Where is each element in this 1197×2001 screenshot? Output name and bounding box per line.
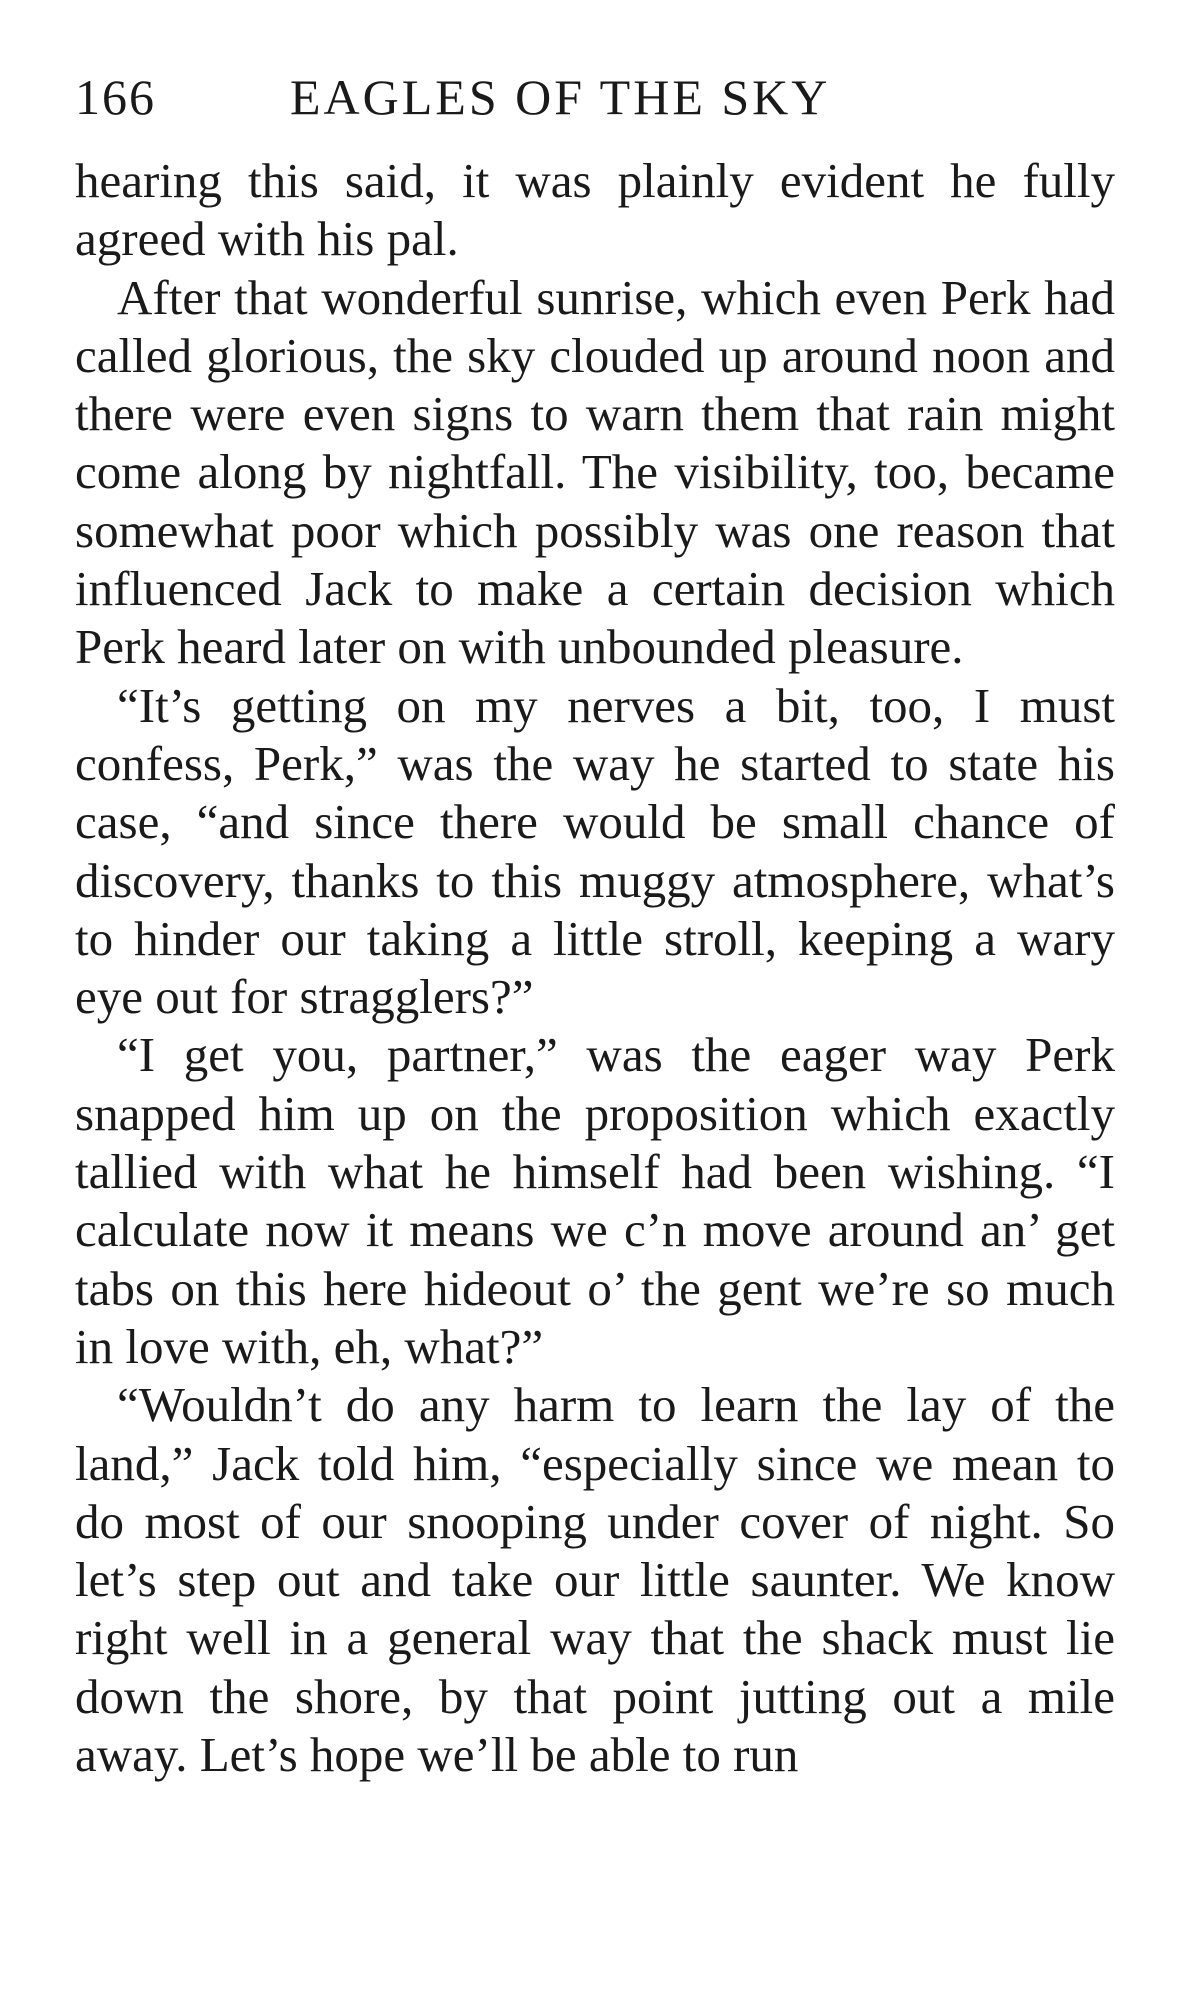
page-number: 166 [75,69,156,125]
paragraph: After that wonderful sunrise, which even Perk had called glorious, the sky clouded up around noon and there were even signs to warn them that rain might come along by nightfall. The visibility, too, became somewhat poor which possibly was one reason that influenced Jack to make a certain decision which Perk heard later on with unbounded pleasure. [75,269,1115,675]
book-title: EAGLES OF THE SKY [290,69,831,125]
body-text [75,152,1115,1784]
paragraph: “It’s getting on my nerves a bit, too, I must confess, Perk,” was the way he started to state his case, “and since there would be small chance of discovery, thanks to this muggy atmosphere, what’s to hinder our taking a little stroll, keeping a wary eye out for stragglers?” [75,677,1115,1025]
running-head [75,62,1115,132]
paragraph: “I get you, partner,” was the eager way Perk snapped him up on the proposition which exactly tallied with what he himself had been wishing. “I calculate now it means we c’n move around an’ get tabs on this here hideout o’ the gent we’re so much in love with, eh, what?” [75,1027,1115,1374]
paragraph: “Wouldn’t do any harm to learn the lay of the land,” Jack told him, “especially since we mean to do most of our snooping under cover of night. So let’s step out and take our little saunter. We know right well in a general way that the shack must lie down the shore, by that point jutting out a mile away. Let’s hope we’ll be able to run [75,1377,1115,1783]
paragraph-continued: hearing this said, it was plainly evident he fully agreed with his pal. [75,153,1115,267]
